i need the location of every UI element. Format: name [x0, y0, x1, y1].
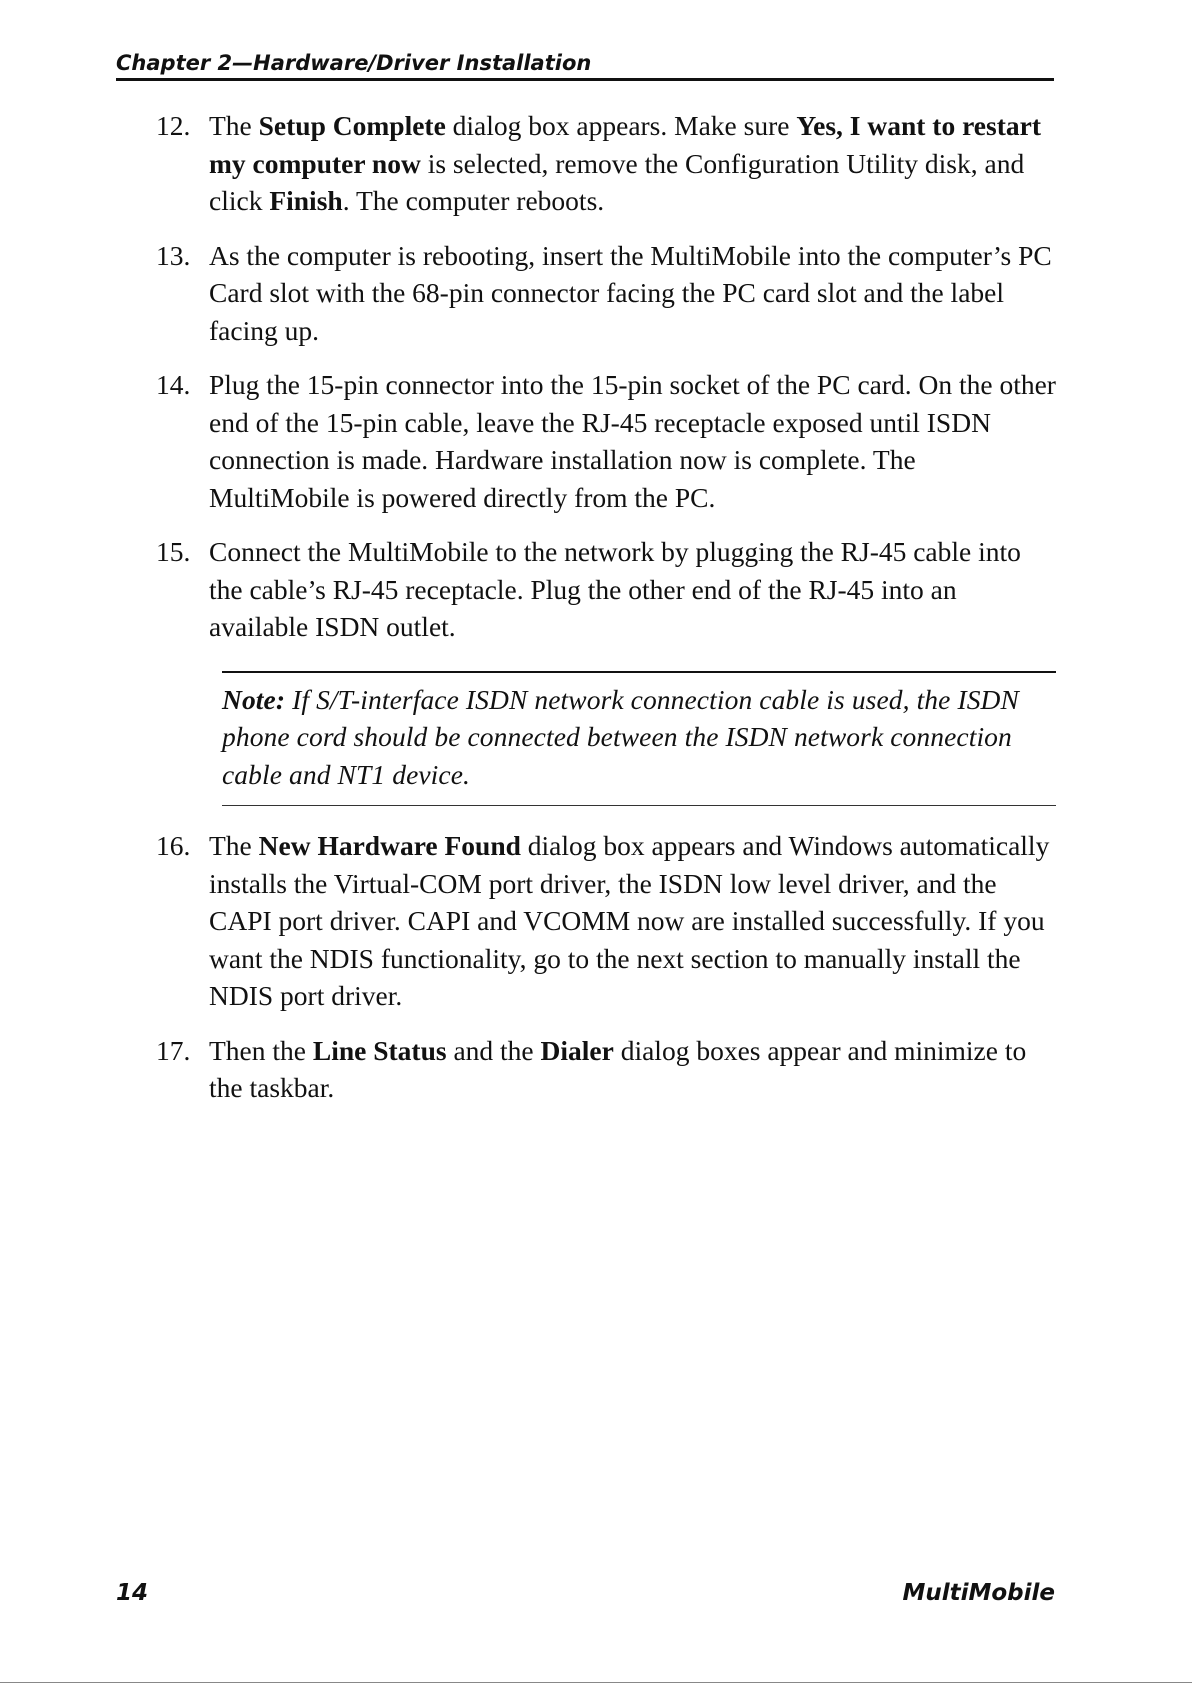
step-text: [209, 237, 1056, 350]
step-text-run: Connect the MultiMobile to the network by plugging the RJ-45 cable into the cable’s RJ-45 receptacle. Plug the other end of the RJ-45 into an available ISDN outlet.: [209, 536, 1021, 642]
step-number: 12.: [156, 110, 191, 141]
step-14: [116, 366, 1056, 516]
step-text-run: dialog boxes appear and minimize to the taskbar.: [209, 1034, 1027, 1103]
step-text-run: . The computer reboots.: [342, 185, 605, 216]
ui-term: Setup Complete: [258, 110, 446, 141]
step-16: [116, 827, 1056, 1015]
ui-term: New Hardware Found: [258, 830, 521, 861]
page-number: 14: [116, 1580, 149, 1606]
running-header: [116, 50, 1054, 81]
note-text: If S/T-interface ISDN network connection cable is used, the ISDN phone cord should be connected between the ISDN network connection cable and NT1 device.: [222, 683, 1019, 790]
product-name: MultiMobile: [902, 1580, 1055, 1606]
step-12: [116, 107, 1056, 220]
step-text-run: dialog box appears and Windows automatically installs the Virtual-COM port driver, the ISDN low level driver, and the CAPI port driver. CAPI and VCOMM now are installed successfully. If you want the NDIS functionality, go to the next section to manually install the NDIS port driver.: [209, 830, 1050, 1011]
step-text-run: As the computer is rebooting, insert the MultiMobile into the computer’s PC Card slot with the 68-pin connector facing the PC card slot and the label facing up.: [209, 239, 1052, 346]
step-number: 16.: [156, 830, 191, 861]
ui-term: Line Status: [312, 1034, 447, 1066]
step-17: [116, 1032, 1056, 1107]
step-text-run: Then the: [209, 1034, 313, 1066]
step-13: [116, 237, 1056, 350]
note-label: Note:: [222, 683, 286, 715]
note-box: [222, 671, 1056, 807]
step-number: 13.: [156, 239, 191, 271]
step-number: 15.: [156, 536, 191, 567]
step-text-run: dialog box appears. Make sure: [445, 110, 797, 141]
step-15: [116, 533, 1056, 646]
ui-term: Yes, I want to restart my computer now: [209, 110, 1041, 179]
step-text: [209, 827, 1056, 1015]
step-text-run: The: [209, 830, 259, 861]
step-text-run: Plug the 15-pin connector into the 15-pin socket of the PC card. On the other end of the 15-pin cable, leave the RJ-45 receptacle exposed until ISDN connection is made. Hardware installation now is complete. The MultiMobile is powered directly from the PC.: [209, 369, 1056, 513]
step-text: [209, 1032, 1056, 1107]
page-bottom-edge: [0, 1682, 1192, 1683]
step-text: [209, 533, 1056, 646]
step-number: 17.: [156, 1034, 191, 1066]
ui-term: Finish: [269, 185, 343, 216]
step-text: [209, 366, 1056, 516]
procedure-steps: [116, 107, 1056, 1124]
ui-term: Dialer: [540, 1034, 614, 1066]
step-text-run: The: [209, 110, 259, 141]
step-text: [209, 107, 1056, 220]
step-text-run: is selected, remove the Configuration Utility disk, and click: [209, 147, 1025, 216]
chapter-title: Chapter 2—Hardware/Driver Installation: [116, 51, 592, 75]
step-text-run: and the: [446, 1034, 541, 1066]
step-number: 14.: [156, 369, 191, 400]
